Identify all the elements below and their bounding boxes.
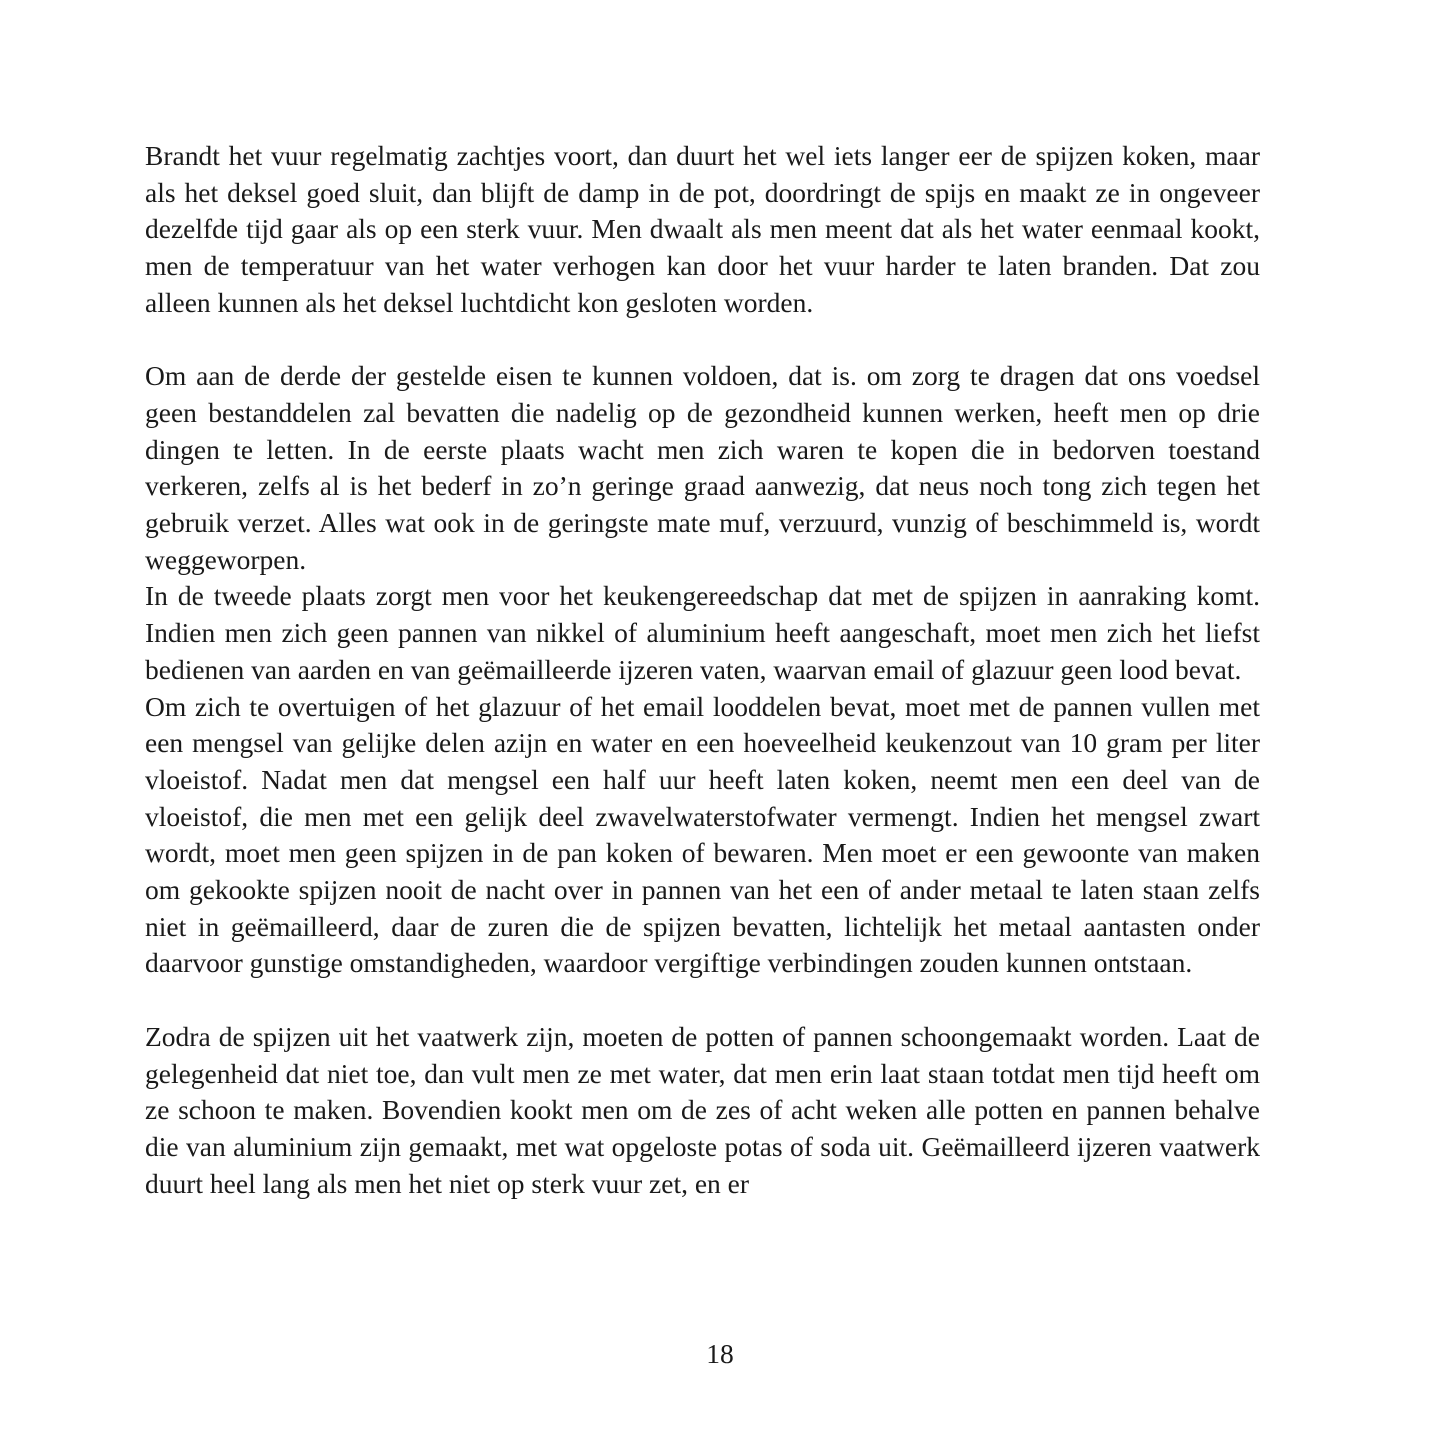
paragraph-5: Zodra de spijzen uit het vaatwerk zijn, moeten de potten of pannen schoongemaakt worden. Laat de gelegenheid dat niet toe, dan vult men ze met water, dat men erin laat staan totdat men tijd heeft om ze schoon te maken. Bovendien kookt men om de zes of acht weken alle potten en pannen behalve die van aluminium zijn gemaakt, met wat opgeloste potas of soda uit. Geëmailleerd ijzeren vaatwerk duurt heel lang als men het niet op sterk vuur zet, en er bbox=[145, 1020, 1260, 1199]
body-text bbox=[145, 138, 1260, 1202]
paragraph-2: Om aan de derde der gestelde eisen te kunnen voldoen, dat is. om zorg te dragen dat ons voedsel geen bestanddelen zal bevatten die nadelig op de gezondheid kunnen werken, heeft men op drie dingen te letten. In de eerste plaats wacht men zich waren te kopen die in bedorven toestand verkeren, zelfs al is het bederf in zo’n geringe graad aanwezig, dat neus noch tong zich tegen het gebruik verzet. Alles wat ook in de geringste mate muf, verzuurd, vunzig of beschimmeld is, wordt weggeworpen. bbox=[145, 360, 1260, 575]
paragraph-1: Brandt het vuur regelmatig zachtjes voort, dan duurt het wel iets langer eer de spijzen koken, maar als het deksel goed sluit, dan blijft de damp in de pot, doordringt de spijs en maakt ze in ongeveer dezelfde tijd gaar als op een sterk vuur. Men dwaalt als men meent dat als het water eenmaal kookt, men de temperatuur van het water verhogen kan door het vuur harder te laten branden. Dat zou alleen kunnen als het deksel luchtdicht kon gesloten worden. bbox=[145, 140, 1260, 318]
page-number: 18 bbox=[706, 1338, 734, 1369]
paragraph-3: In de tweede plaats zorgt men voor het keukengereedschap dat met de spijzen in aanraking komt. Indien men zich geen pannen van nikkel of aluminium heeft aangeschaft, moet men zich het liefst bedienen van aarden en van geëmailleerde ijzeren vaten, waarvan email of glazuur geen lood bevat. bbox=[145, 580, 1260, 685]
paragraph-4: Om zich te overtuigen of het glazuur of het email looddelen bevat, moet met de pannen vullen met een mengsel van gelijke delen azijn en water en een hoeveelheid keukenzout van 10 gram per liter vloeistof. Nadat men dat mengsel een half uur heeft laten koken, neemt men een deel van de vloeistof, die men met een gelijk deel zwavelwaterstofwater vermengt. Indien het mengsel zwart wordt, moet men geen spijzen in de pan koken of bewaren. Men moet er een gewoonte van maken om gekookte spijzen nooit de nacht over in pannen van het een of ander metaal te laten staan zelfs niet in geëmailleerd, daar de zuren die de spijzen bevatten, lichtelijk het metaal aantasten onder daarvoor gunstige omstandigheden, waardoor vergiftige verbindingen zouden kunnen ontstaan. bbox=[145, 690, 1260, 979]
